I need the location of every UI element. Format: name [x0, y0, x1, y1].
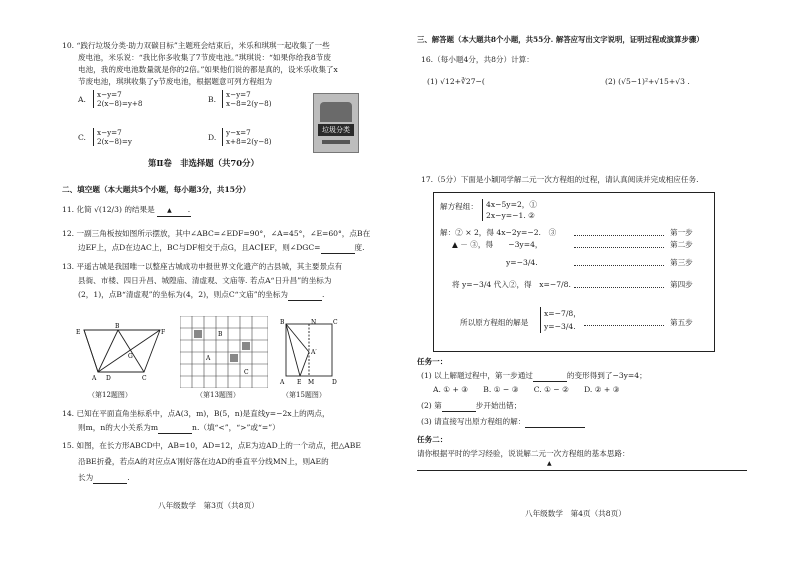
q10-line1: 10. “践行垃圾分类·助力双碳目标”主题班会结束后，米乐和琪琪一起收集了一些	[62, 41, 330, 50]
option-a-system: x−y=7 2(x−8)=y+8	[93, 90, 143, 108]
part2-title: 第Ⅱ卷 非选择题（共70分）	[148, 158, 259, 168]
svg-text:B: B	[218, 331, 223, 338]
option-d-label: D.	[208, 133, 217, 142]
svg-text:E: E	[76, 329, 81, 336]
q11: 11. 化简 √(12/3) 的结果是 ▲ .	[62, 204, 190, 217]
q15-line1: 15. 如图，在长方形ABCD中，AB=10，AD=12，点E为边AD上的一个动点，把△ABE	[62, 441, 361, 450]
svg-text:F: F	[161, 329, 166, 336]
svg-text:A: A	[92, 375, 97, 382]
svg-text:M: M	[308, 379, 315, 386]
svg-text:D: D	[332, 379, 337, 386]
step-4: 将 y=−3/4 代入②，得 x=−7/8.	[452, 280, 571, 289]
q16-part2: (2) (√5−1)²+√15+√3 .	[605, 77, 690, 86]
figure-12-caption: （第12题图）	[88, 391, 132, 399]
svg-text:A: A	[206, 355, 211, 362]
answer-mark: ▲	[547, 460, 552, 467]
q14-line1: 14. 已知在平面直角坐标系中，点A(3，m)，B(5，n)是直线y=−2x上的两点，	[62, 409, 330, 418]
svg-text:C: C	[142, 375, 147, 382]
task1-q1: (1) 以上解题过程中，第一步通过 的变形得到了−3y=4；	[421, 371, 647, 380]
q12-line1: 12. 一副三角板按如图所示摆放，其中∠ABC=∠EDF=90°，∠A=45°，∠E=60°，点B在	[62, 229, 371, 238]
figure-15-rectangle	[278, 318, 340, 388]
q17: 17.（5分）下面是小颖同学解二元一次方程组的过程，请认真阅读并完成相应任务.	[421, 175, 699, 184]
garbage-sorting-image: 垃圾分类	[313, 93, 359, 153]
step-label-4: 第四步	[670, 280, 693, 289]
step-3: y=−3/4.	[506, 258, 538, 267]
option-b-system: x−y=7 x−8=2(y−8)	[222, 90, 272, 108]
q13-line3: (2，1)，点B“清虚观”的坐标为(4，2)，则点C“文庙”的坐标为 .	[78, 290, 325, 299]
task2-answer-line	[417, 470, 747, 471]
equation-system: 4x−5y=2，① 2x−y=−1. ②	[482, 199, 537, 221]
figure-13-grid-map	[180, 316, 268, 388]
step-5: 所以原方程组的解是	[460, 318, 529, 327]
q10-line3: 电池，我的废电池数量就是你的2倍。”如果他们说的都是真的，设米乐收集了x	[78, 65, 338, 74]
figure-12-triangles	[72, 322, 176, 384]
q13-line2: 县衙、市楼、四日升昌、城隍庙、清虚观、文庙等. 若点A“日升昌”的坐标为	[78, 276, 332, 285]
solution-system: x=−7/8， y=−3/4.	[540, 307, 581, 333]
right-page	[397, 0, 794, 561]
q15-line2: 沿BE折叠，若点A的对应点A′刚好落在边AD的垂直平分线MN上，则AE的	[78, 457, 329, 466]
q16-part1: (1) √12+∛27−(	[427, 77, 485, 86]
svg-text:C: C	[244, 369, 249, 376]
left-footer: 八年级数学 第3页（共8页）	[158, 501, 259, 510]
svg-text:G: G	[128, 353, 133, 360]
svg-text:N: N	[311, 319, 317, 326]
task1-title: 任务一：	[417, 357, 448, 366]
task2-prompt: 请你根据平时的学习经验，说说解二元一次方程组的基本思路：	[417, 449, 630, 458]
q14-line2: 则m，n的大小关系为m n.（填“<”，“>”或“=”）	[78, 423, 280, 432]
option-a-label: A.	[78, 95, 86, 104]
option-c-system: x−y=7 2(x−8)=y	[93, 128, 132, 146]
option-d-system: y−x=7 x+8=2(y−8)	[222, 128, 272, 146]
option-b-label: B.	[208, 95, 216, 104]
step-label-2: 第二步	[670, 240, 693, 249]
figure-15-caption: （第15题图）	[282, 391, 326, 399]
svg-text:B: B	[280, 319, 285, 326]
figure-13-caption: （第13题图）	[196, 391, 240, 399]
q12-line2: 边EF上，点D在边AC上，BC与DF相交于点G，且AC∥EF，则∠DGC= 度.	[78, 243, 365, 252]
step-label-5: 第五步	[670, 318, 693, 327]
step-2: ▲ － ③，得 −3y=4，	[452, 240, 543, 249]
svg-text:A′: A′	[311, 349, 317, 356]
q13-line1: 13. 平遥古城是我国唯一以整座古城成功申报世界文化遗产的古县城，其主要景点有	[62, 262, 343, 271]
solve-label: 解方程组：	[440, 202, 478, 211]
task1-q3: (3) 请直接写出原方程组的解：	[421, 416, 585, 428]
solution-box	[433, 192, 715, 352]
task2-title: 任务二：	[417, 435, 448, 444]
option-c-label: C.	[78, 133, 86, 142]
step-1: 解：② × 2，得 4x−2y=−2. ③	[440, 228, 557, 237]
q10-line4: 节废电池，琪琪收集了y节废电池，根据题意可列方程组为	[78, 77, 273, 86]
task1-options: A. ① + ③ B. ① − ③ C. ① − ② D. ② + ③	[433, 385, 620, 394]
svg-text:E: E	[297, 379, 302, 386]
svg-text:A: A	[280, 379, 285, 386]
task1-q2: (2) 第 步开始出错；	[421, 401, 522, 410]
q16: 16.（每小题4分，共8分）计算：	[421, 55, 534, 64]
section3-title: 三、解答题（本大题共8个小题，共55分. 解答应写出文字说明，证明过程或演算步骤）	[417, 35, 704, 44]
svg-text:B: B	[115, 323, 120, 330]
step-label-1: 第一步	[670, 228, 693, 237]
q15-line3: 长为 .	[78, 473, 130, 482]
q10-line2: 废电池，米乐说：“我比你多收集了7节废电池。”琪琪说：“如果你给我8节废	[78, 53, 331, 62]
svg-text:D: D	[106, 375, 111, 382]
right-footer: 八年级数学 第4页（共8页）	[525, 509, 626, 518]
svg-text:C: C	[333, 319, 338, 326]
section2-title: 二、填空题（本大题共5个小题，每小题3分，共15分）	[62, 185, 251, 194]
step-label-3: 第三步	[670, 258, 693, 267]
